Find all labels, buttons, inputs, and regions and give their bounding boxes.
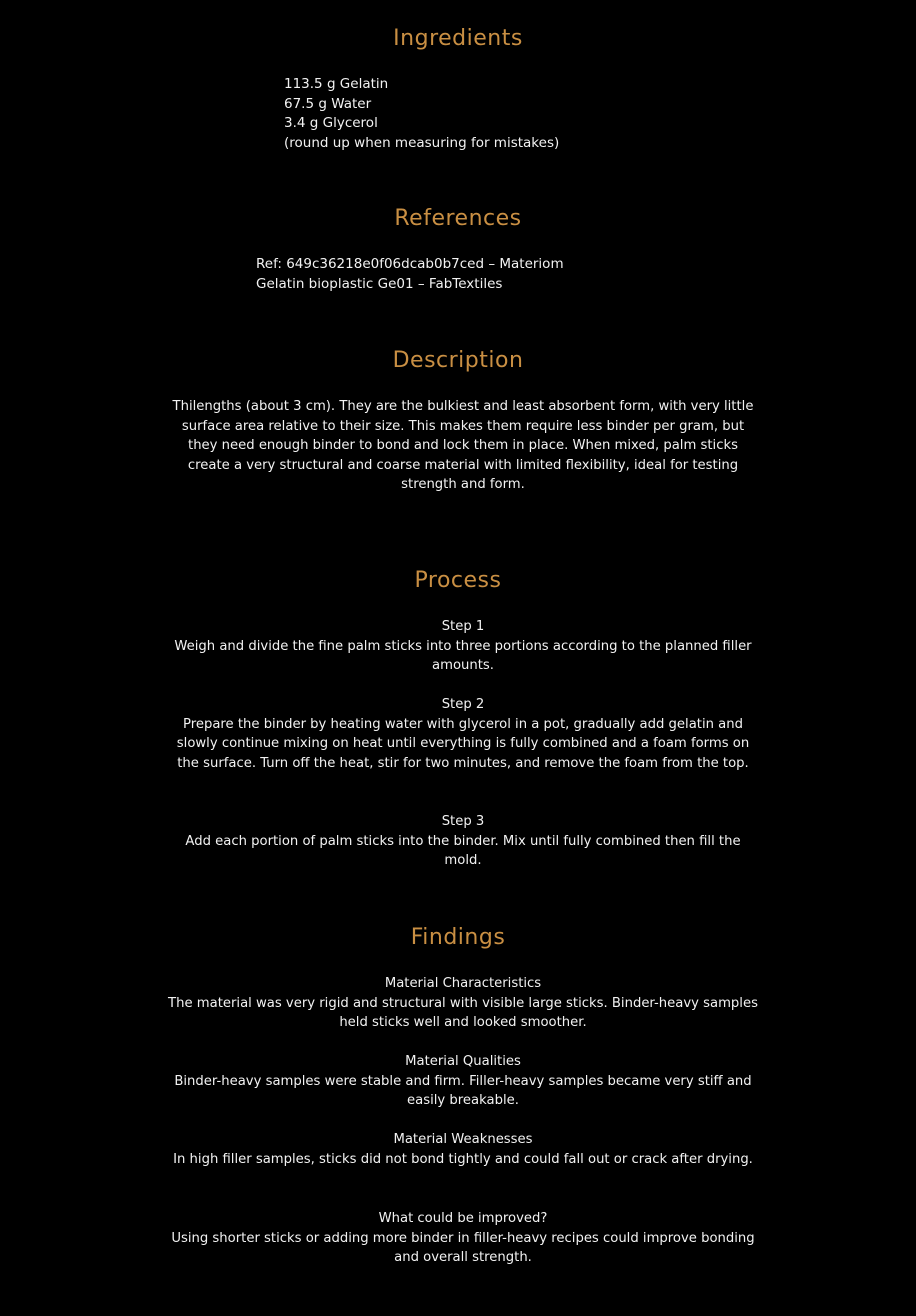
process-step-1 (168, 617, 758, 676)
step-text: Prepare the binder by heating water with glycerol in a pot, gradually add gelatin and slowly continue mixing on heat until everything is fully combined and a foam forms on the surface. Turn off the heat, stir for two minutes, and remove the foam from the top. (176, 716, 750, 771)
references-list (256, 255, 564, 294)
description-text: Thilengths (about 3 cm). They are the bulkiest and least absorbent form, with very little surface area relative to their size. This makes them require less binder per gram, but they need enough binder to bond and lock them in place. When mixed, palm sticks create a very structural and coarse material with limited flexibility, ideal for testing strength and form. (172, 399, 754, 493)
findings-title: Findings (410, 925, 506, 950)
finding-weaknesses (168, 1130, 758, 1169)
ingredients-title: Ingredients (393, 26, 523, 51)
step-text: Add each portion of palm sticks into the binder. Mix until fully combined then fill the mold. (185, 833, 741, 869)
step-label: Step 2 (441, 697, 485, 712)
reference-item: Ref: 649c36218e0f06dcab0b7ced – Materiom (256, 256, 564, 272)
ingredient-item: 3.4 g Glycerol (284, 115, 378, 132)
process-step-2 (168, 695, 758, 773)
finding-label: Material Weaknesses (393, 1132, 533, 1147)
ingredients-list (284, 75, 559, 153)
process-step-3 (168, 812, 758, 871)
finding-text: Using shorter sticks or adding more binder in filler-heavy recipes could improve bonding and overall strength. (171, 1230, 755, 1266)
reference-item: Gelatin bioplastic Ge01 – FabTextiles (256, 275, 503, 292)
finding-label: Material Qualities (405, 1054, 521, 1069)
description-text-block (166, 397, 760, 495)
finding-label: What could be improved? (378, 1211, 548, 1226)
process-title: Process (414, 568, 502, 593)
finding-text: The material was very rigid and structural with visible large sticks. Binder-heavy samples held sticks well and looked smoother. (168, 995, 758, 1031)
finding-qualities (168, 1052, 758, 1111)
description-title: Description (392, 348, 524, 373)
step-label: Step 3 (441, 814, 485, 829)
finding-text: Binder-heavy samples were stable and firm. Filler-heavy samples became very stiff and easily breakable. (174, 1073, 752, 1109)
step-text: Weigh and divide the fine palm sticks into three portions according to the planned filler amounts. (174, 638, 752, 674)
ingredient-note: (round up when measuring for mistakes) (284, 134, 560, 151)
finding-characteristics (168, 974, 758, 1033)
ingredient-item: 113.5 g Gelatin (284, 76, 389, 92)
finding-text: In high filler samples, sticks did not bond tightly and could fall out or crack after drying. (173, 1151, 753, 1167)
finding-label: Material Characteristics (384, 976, 542, 991)
step-label: Step 1 (441, 619, 485, 634)
ingredient-item: 67.5 g Water (284, 95, 372, 112)
finding-improvements (168, 1209, 758, 1268)
references-title: References (394, 206, 522, 231)
